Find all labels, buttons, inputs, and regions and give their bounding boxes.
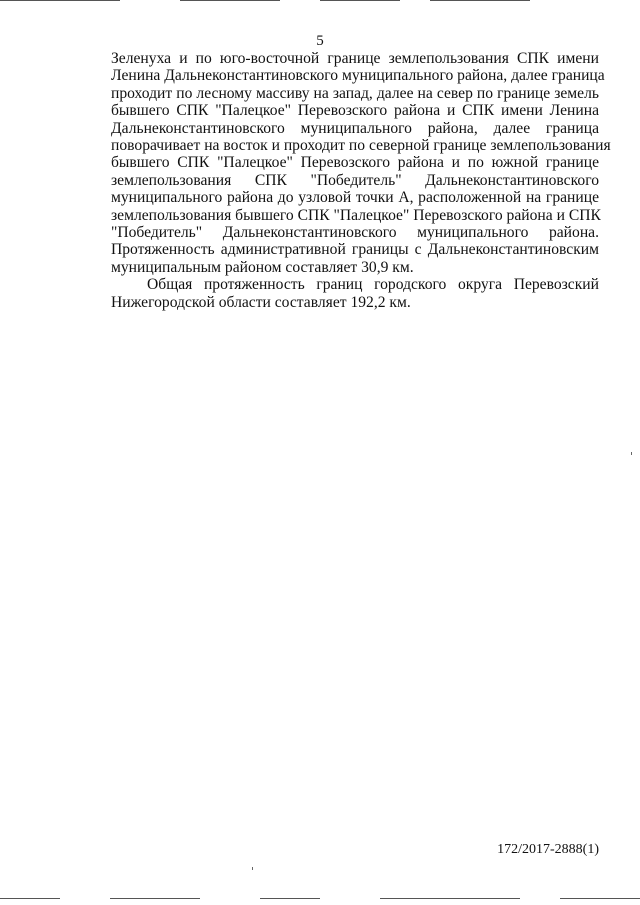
text-line: муниципальным районом составляет 30,9 км. [111,258,414,276]
text-line: "Победитель" Дальнеконстантиновского муниципального района. [111,224,599,242]
document-body [111,50,611,311]
text-line: поворачивает на восток и проходит по северной границе землепользования [111,137,611,155]
text-line: землепользования бывшего СПК "Палецкое" Перевозского района и СПК [111,206,601,224]
text-line: муниципального района до узловой точки А, расположенной на границе [111,189,599,207]
text-line: Протяженность административной границы с Дальнеконстантиновским [111,241,599,259]
text-line: Ленина Дальнеконстантиновского муниципального района, далее граница [111,67,605,85]
text-line: Дальнеконстантиновского муниципального района, далее граница [111,119,599,137]
text-line: бывшего СПК "Палецкое" Перевозского района и СПК имени Ленина [111,102,599,120]
text-line: Нижегородской области составляет 192,2 км. [111,293,411,311]
paragraph-2 [111,276,599,311]
text-line: проходит по лесному массиву на запад, далее на север по границе земель [111,84,599,102]
document-code: 172/2017-2888(1) [497,842,599,857]
paragraph-1 [111,50,611,276]
text-line: бывшего СПК "Палецкое" Перевозского района и по южной границе [111,154,599,172]
text-line: Общая протяженность границ городского округа Перевозский [147,276,599,294]
scan-speck [252,867,253,870]
text-line: землепользования СПК "Победитель" Дальнеконстантиновского [111,171,599,189]
page-number: 5 [316,33,324,49]
text-line: Зеленуха и по юго-восточной границе землепользования СПК имени [111,50,599,67]
scan-speck [631,452,632,455]
